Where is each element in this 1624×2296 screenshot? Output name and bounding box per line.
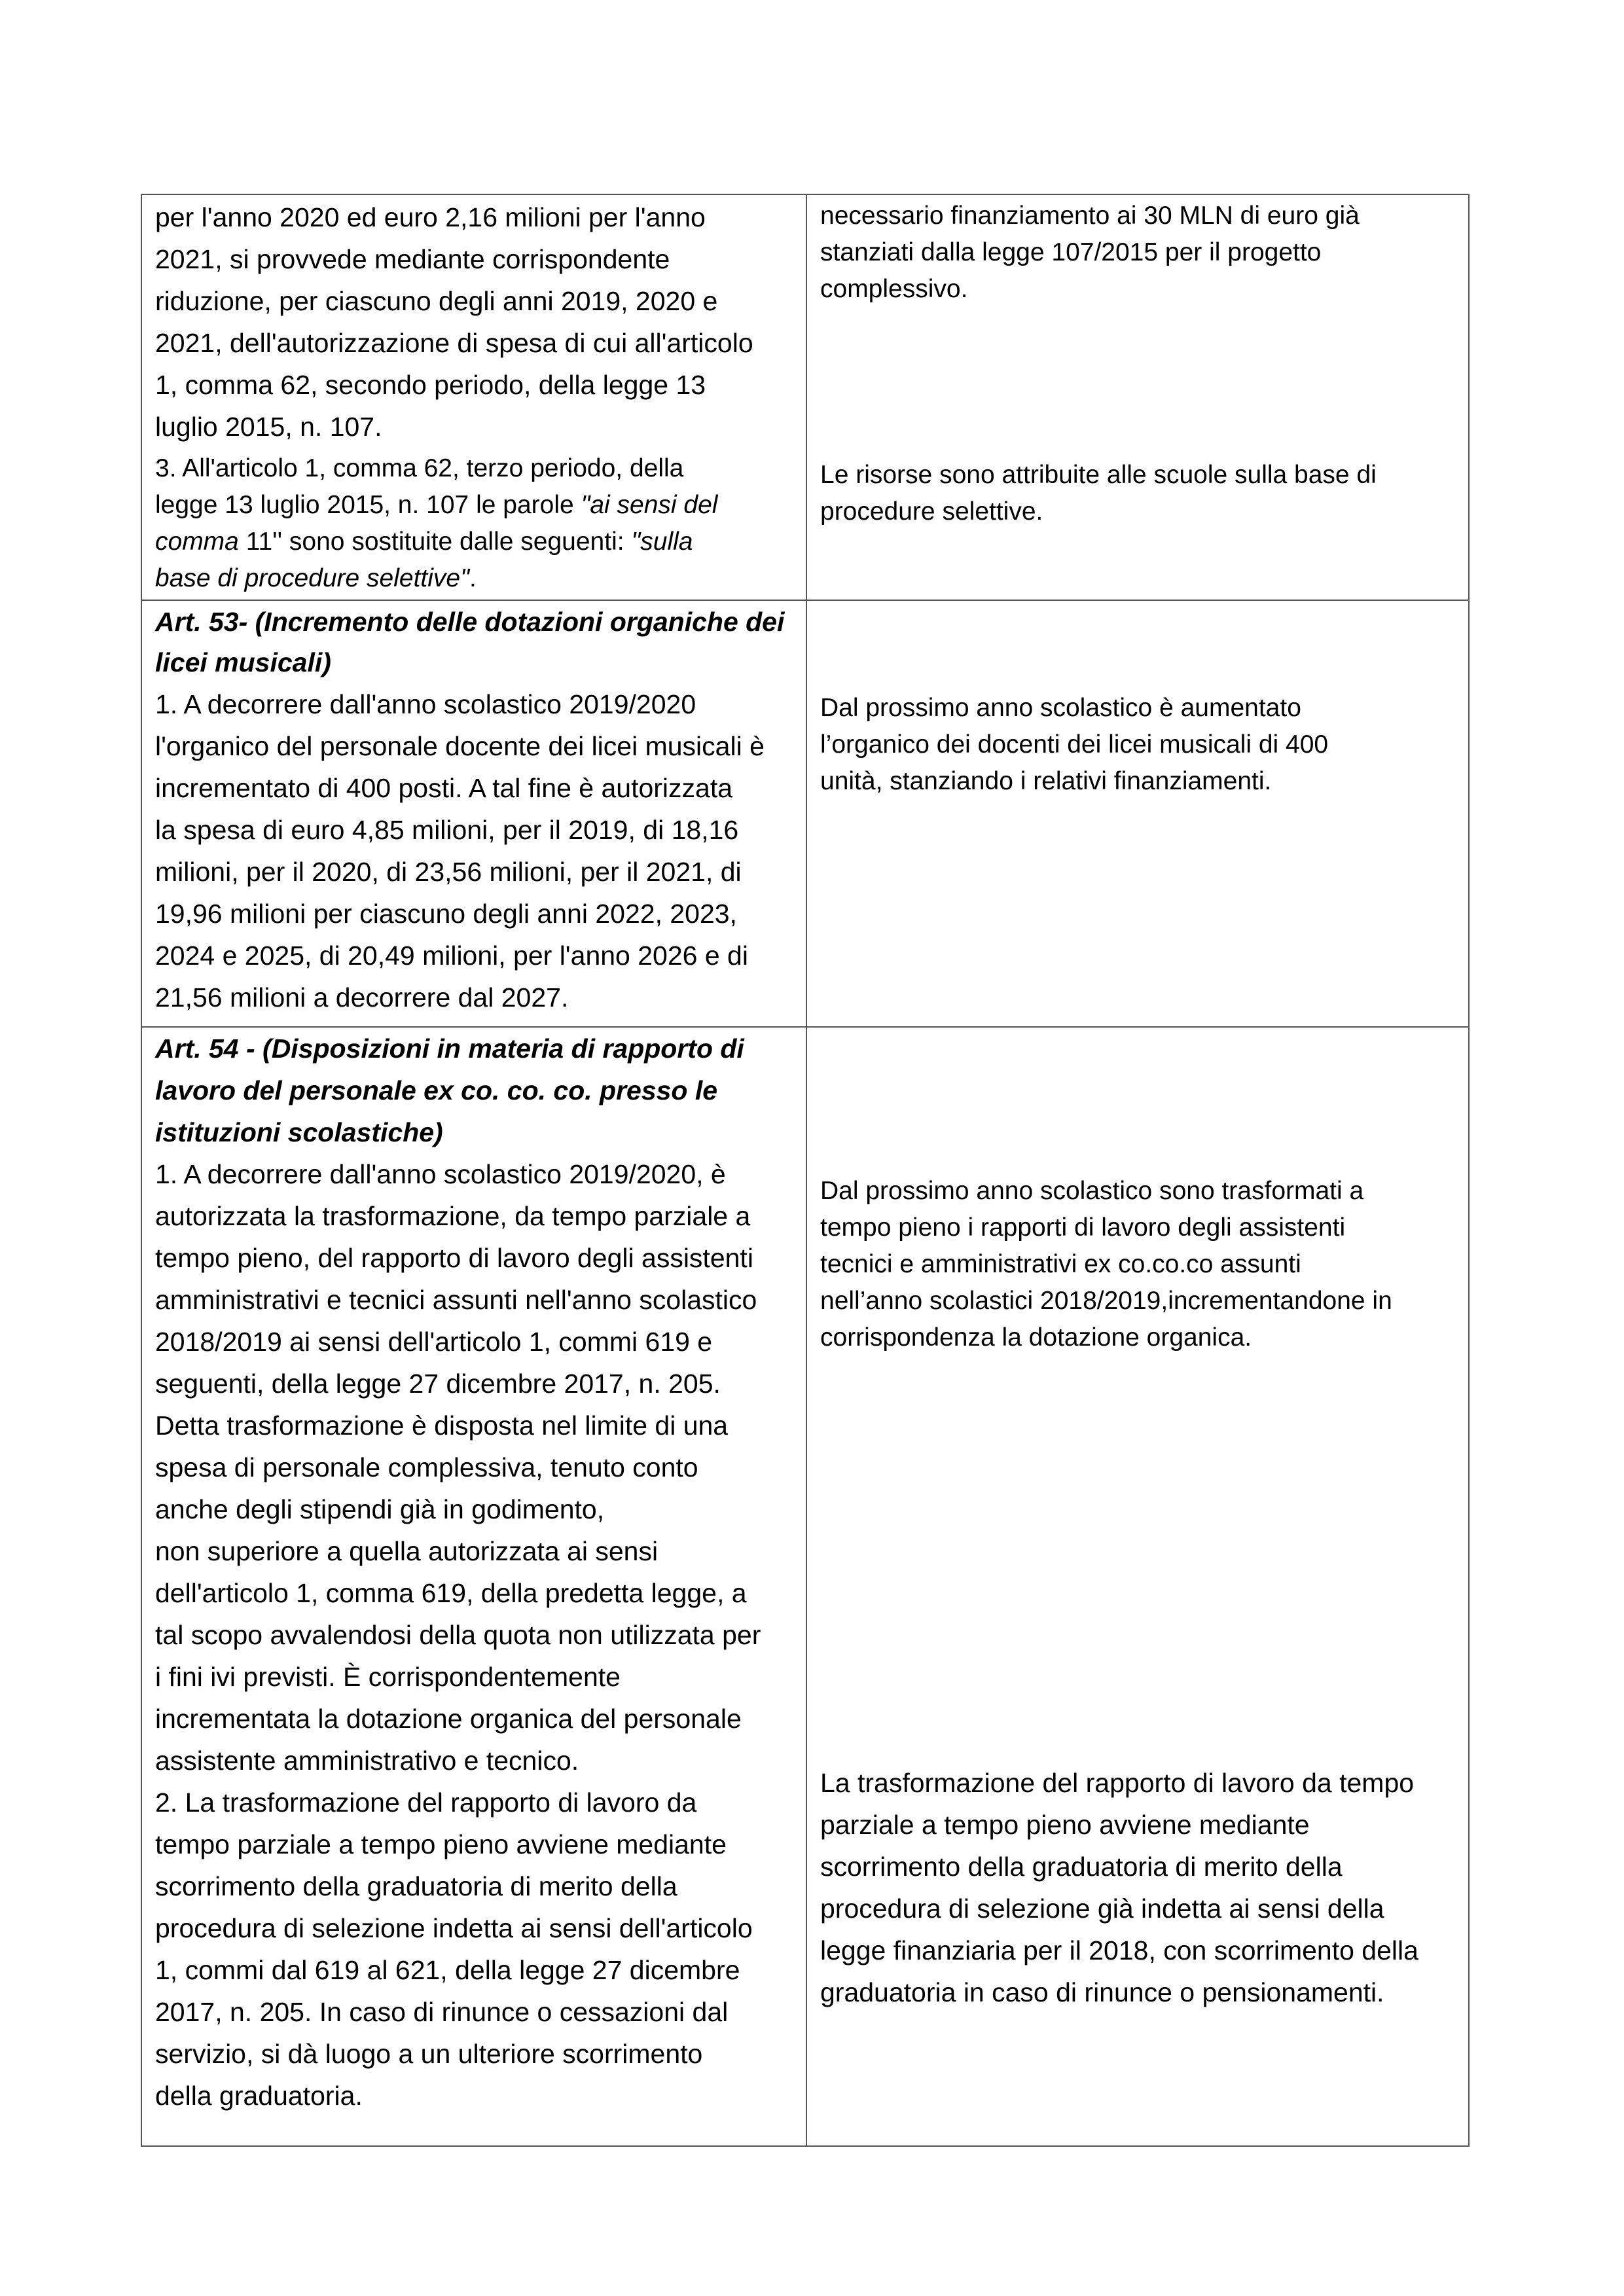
- text-line: riduzione, per ciascuno degli anni 2019, 2020 e: [155, 286, 718, 316]
- text-line: legge finanziaria per il 2018, con scorrimento della: [820, 1935, 1418, 1965]
- text-line: corrispondenza la dotazione organica.: [820, 1323, 1252, 1352]
- commentary-cell: [806, 600, 1469, 1027]
- text-line: spesa di personale complessiva, tenuto conto: [155, 1452, 698, 1482]
- text-line: tempo parziale a tempo pieno avviene mediante: [155, 1829, 727, 1859]
- table-row: [141, 1027, 1469, 2146]
- table-row: [141, 194, 1469, 600]
- text-span: legge 13 luglio 2015, n. 107 le parole: [155, 491, 581, 519]
- text-line: non superiore a quella autorizzata ai sensi: [155, 1536, 659, 1566]
- text-line: stanziati dalla legge 107/2015 per il progetto: [820, 238, 1322, 266]
- text-line: 1. A decorrere dall'anno scolastico 2019/2020: [155, 689, 696, 719]
- text-line: tecnici e amministrativi ex co.co.co assunti: [820, 1250, 1301, 1278]
- text-line: nell’anno scolastici 2018/2019,incrementandone in: [820, 1287, 1392, 1315]
- text-line: 2021, si provvede mediante corrispondente: [155, 244, 670, 274]
- article-heading: Art. 54 - (Disposizioni in materia di rapporto di: [155, 1033, 744, 1064]
- text-span: 11'' sono sostituite dalle seguenti:: [238, 528, 632, 556]
- norm-text-cell: [141, 1027, 806, 2146]
- text-line: l'organico del personale docente dei licei musicali è: [155, 731, 765, 761]
- text-line: incrementato di 400 posti. A tal fine è autorizzata: [155, 773, 733, 803]
- norm-text-cell: [141, 600, 806, 1027]
- text-line: Dal prossimo anno scolastico sono trasformati a: [820, 1177, 1364, 1205]
- italic-quote: "ai sensi del: [581, 491, 718, 519]
- table-row: [141, 600, 1469, 1027]
- text-line: 3. All'articolo 1, comma 62, terzo periodo, della: [155, 454, 684, 482]
- text-line: l’organico dei docenti dei licei musicali di 400: [820, 730, 1329, 759]
- text-line: 1, comma 62, secondo periodo, della legge 13: [155, 370, 706, 400]
- text-line: unità, stanziando i relativi finanziamenti.: [820, 767, 1272, 795]
- text-line: procedura di selezione già indetta ai sensi della: [820, 1893, 1384, 1924]
- text-line: 1. A decorrere dall'anno scolastico 2019/2020, è: [155, 1159, 726, 1189]
- text-line: 1, commi dal 619 al 621, della legge 27 dicembre: [155, 1955, 740, 1985]
- norm-text-cell: [141, 194, 806, 600]
- text-line: parziale a tempo pieno avviene mediante: [820, 1810, 1310, 1840]
- text-line: scorrimento della graduatoria di merito della: [820, 1852, 1343, 1882]
- text-span: .: [469, 564, 477, 592]
- commentary-cell: [806, 194, 1469, 600]
- text-line: tempo pieno, del rapporto di lavoro degli assistenti: [155, 1243, 753, 1273]
- text-line: luglio 2015, n. 107.: [155, 412, 382, 442]
- article-heading: lavoro del personale ex co. co. co. presso le: [155, 1075, 718, 1105]
- text-line: [155, 524, 797, 560]
- text-line: della graduatoria.: [155, 2081, 363, 2111]
- text-line: tal scopo avvalendosi della quota non utilizzata per: [155, 1620, 761, 1650]
- text-line: incrementata la dotazione organica del personale: [155, 1704, 742, 1734]
- text-line: seguenti, della legge 27 dicembre 2017, n. 205.: [155, 1369, 721, 1399]
- text-line: 2017, n. 205. In caso di rinunce o cessazioni dal: [155, 1997, 729, 2027]
- text-line: 2021, dell'autorizzazione di spesa di cui all'articolo: [155, 328, 753, 358]
- text-line: necessario finanziamento ai 30 MLN di euro già: [820, 202, 1360, 230]
- text-line: Le risorse sono attribuite alle scuole sulla base di: [820, 461, 1377, 489]
- article-heading: licei musicali): [155, 647, 331, 677]
- text-line: 19,96 milioni per ciascuno degli anni 2022, 2023,: [155, 899, 737, 929]
- text-line: scorrimento della graduatoria di merito della: [155, 1871, 677, 1901]
- commentary-cell: [806, 1027, 1469, 2146]
- text-line: procedure selettive.: [820, 497, 1043, 526]
- text-line: 2. La trasformazione del rapporto di lavoro da: [155, 1787, 697, 1818]
- text-line: procedura di selezione indetta ai sensi dell'articolo: [155, 1913, 753, 1943]
- text-line: [155, 560, 797, 597]
- italic-quote: comma: [155, 528, 239, 556]
- text-line: i fini ivi previsti. È corrispondentemente: [155, 1662, 621, 1692]
- text-line: Dal prossimo anno scolastico è aumentato: [820, 694, 1301, 722]
- text-line: milioni, per il 2020, di 23,56 milioni, per il 2021, di: [155, 857, 742, 887]
- text-line: graduatoria in caso di rinunce o pensionamenti.: [820, 1977, 1384, 2007]
- comparison-table: [141, 194, 1470, 2147]
- text-line: assistente amministrativo e tecnico.: [155, 1746, 579, 1776]
- text-line: dell'articolo 1, comma 619, della predetta legge, a: [155, 1578, 747, 1608]
- text-line: autorizzata la trasformazione, da tempo parziale a: [155, 1201, 751, 1231]
- text-line: [155, 487, 797, 524]
- text-line: complessivo.: [820, 275, 968, 303]
- text-line: anche degli stipendi già in godimento,: [155, 1494, 605, 1524]
- text-line: tempo pieno i rapporti di lavoro degli assistenti: [820, 1213, 1346, 1242]
- italic-quote: "sulla: [631, 528, 693, 556]
- article-heading: istituzioni scolastiche): [155, 1117, 443, 1147]
- text-line: la spesa di euro 4,85 milioni, per il 2019, di 18,16: [155, 815, 739, 845]
- text-line: per l'anno 2020 ed euro 2,16 milioni per l'anno: [155, 202, 706, 232]
- article-heading: Art. 53- (Incremento delle dotazioni organiche dei: [155, 607, 785, 637]
- text-line: 2018/2019 ai sensi dell'articolo 1, commi 619 e: [155, 1327, 713, 1357]
- text-line: 2024 e 2025, di 20,49 milioni, per l'anno 2026 e di: [155, 941, 748, 971]
- text-line: amministrativi e tecnici assunti nell'anno scolastico: [155, 1285, 757, 1315]
- text-line: Detta trasformazione è disposta nel limite di una: [155, 1410, 729, 1441]
- text-line: 21,56 milioni a decorrere dal 2027.: [155, 982, 569, 1013]
- italic-quote: base di procedure selettive": [155, 564, 469, 592]
- text-line: La trasformazione del rapporto di lavoro da tempo: [820, 1768, 1415, 1798]
- text-line: servizio, si dà luogo a un ulteriore scorrimento: [155, 2039, 703, 2069]
